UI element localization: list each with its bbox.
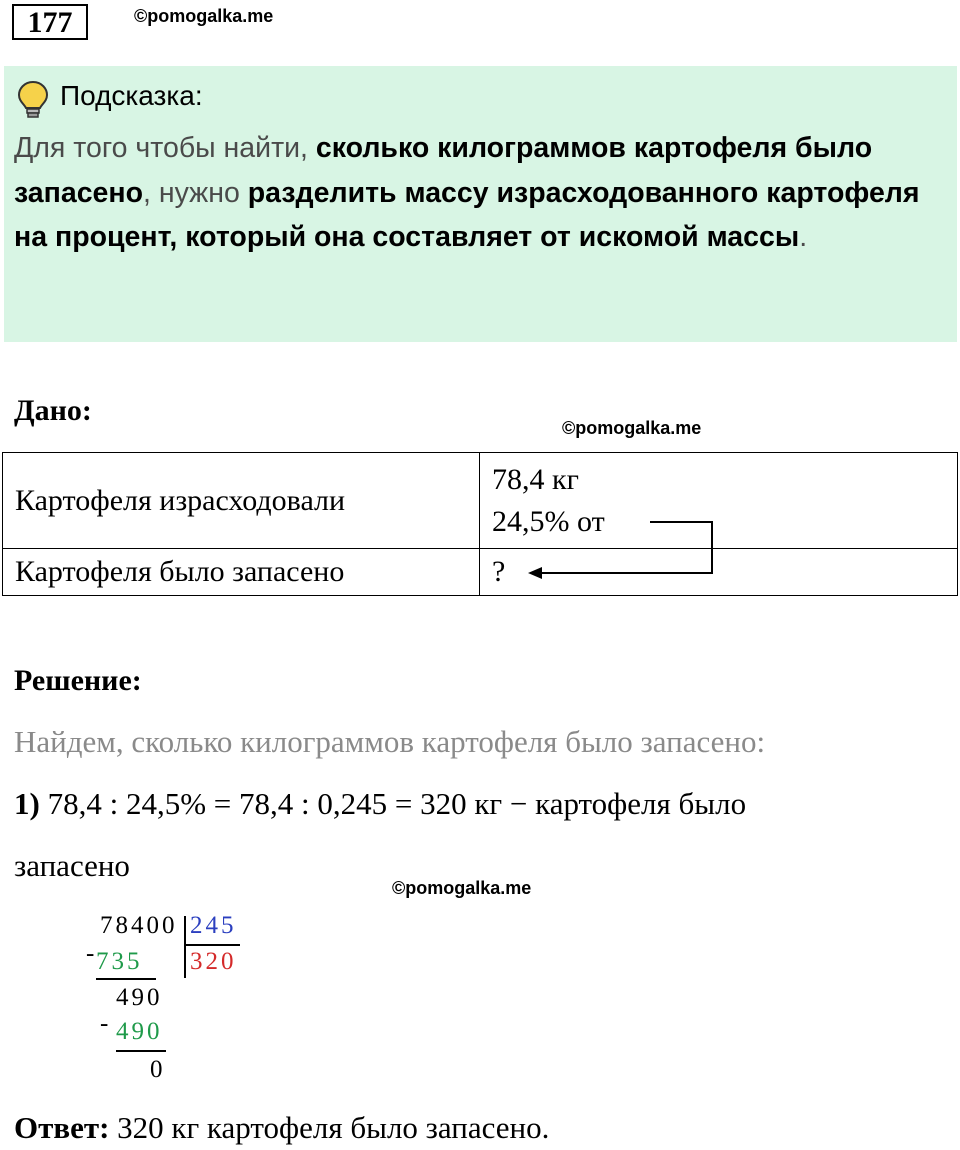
given-row-label: Картофеля израсходовали: [3, 453, 480, 549]
hint-seg: разделить массу израсходованного картофеля на процент, который она составляет от искомой массы: [14, 176, 920, 253]
hint-text: [14, 126, 949, 260]
division-line: [96, 978, 156, 980]
table-row: [3, 549, 958, 596]
hint-seg: .: [799, 221, 808, 253]
long-division: [84, 912, 254, 1092]
step-text-cont: запасено: [14, 848, 130, 883]
table-row: [3, 453, 958, 549]
lightbulb-icon: [16, 80, 50, 120]
watermark: ©pomogalka.me: [134, 6, 274, 26]
division-bar: [184, 916, 186, 978]
division-bar: [184, 944, 240, 946]
hint-seg: сколько килограммов картофеля было запасено: [14, 132, 873, 209]
given-label: Дано:: [14, 394, 92, 427]
step-number: 1): [14, 786, 40, 821]
final-remainder: 0: [150, 1056, 166, 1083]
watermark: ©pomogalka.me: [392, 878, 532, 898]
subtrahend: 735: [96, 948, 143, 975]
divisor: 245: [190, 912, 237, 939]
value-line: 78,4 кг: [492, 462, 579, 496]
minus-sign: -: [86, 940, 98, 967]
solution-intro: Найдем, сколько килограммов картофеля было запасено:: [14, 724, 766, 759]
hint-seg: Для того чтобы найти: [14, 132, 301, 164]
arrow-icon: [520, 510, 720, 582]
value-line: 24,5% от: [492, 504, 605, 538]
division-line: [116, 1050, 166, 1052]
dividend: 78400: [100, 912, 178, 939]
solution-label: Решение:: [14, 664, 142, 697]
minus-sign: -: [100, 1010, 112, 1037]
given-table: [2, 452, 958, 596]
subtrahend: 490: [116, 1018, 163, 1045]
answer-text: 320 кг картофеля было запасено.: [117, 1110, 550, 1145]
hint-seg: ,: [300, 132, 316, 164]
answer-label: Ответ:: [14, 1110, 110, 1145]
hint-seg: , нужно: [143, 176, 248, 209]
hint-title: Подсказка:: [60, 80, 203, 111]
step-text: 78,4 : 24,5% = 78,4 : 0,245 = 320 кг − картофеля было: [47, 786, 747, 821]
task-number: 177: [12, 4, 88, 40]
remainder: 490: [116, 984, 163, 1011]
solution-step: [14, 786, 746, 822]
watermark: ©pomogalka.me: [562, 418, 702, 438]
given-row-label: Картофеля было запасено: [3, 549, 480, 596]
answer: [14, 1110, 549, 1146]
quotient: 320: [190, 948, 237, 975]
given-row-value: ?: [480, 549, 958, 596]
